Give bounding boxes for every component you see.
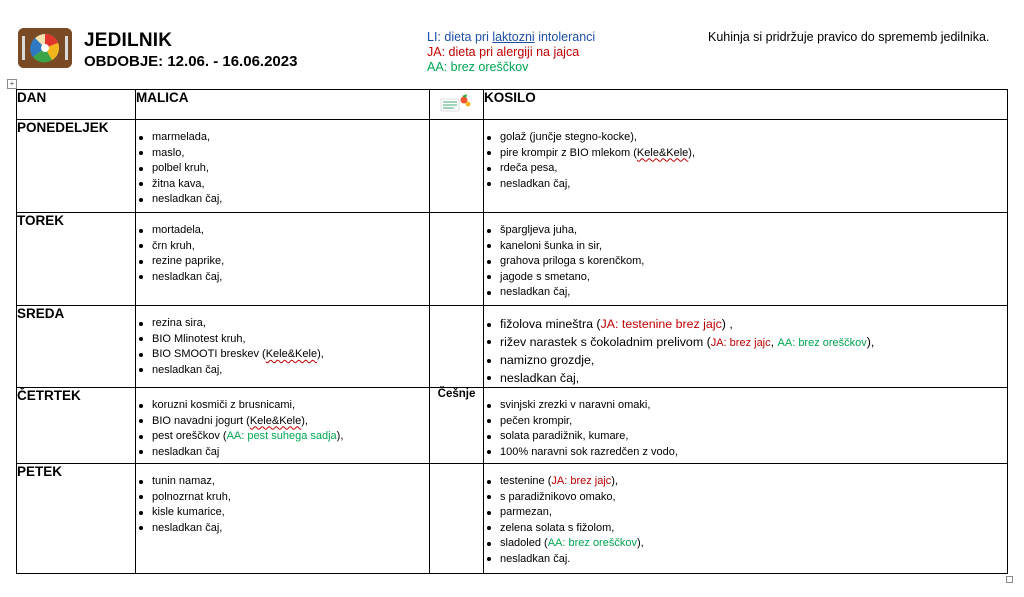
list-item: svinjski zrezki v naravni omaki, (484, 398, 1007, 414)
list-item: testenine (JA: brez jajc), (484, 474, 1007, 490)
fruit-scheme-logo-icon (440, 93, 472, 113)
fruit-monday (430, 120, 484, 213)
list-item: BIO SMOOTI breskev (Kele&Kele), (136, 347, 429, 363)
list-item: rižev narastek s čokoladnim prelivom (JA: brez jajc, AA: brez oreščkov), (484, 334, 1007, 353)
header-snack: MALICA (136, 90, 430, 120)
list-item: nesladkan čaj, (136, 192, 429, 208)
list-item: jagode s smetano, (484, 270, 1007, 286)
list-item: sladoled (AA: brez oreščkov), (484, 536, 1007, 552)
lunch-tuesday (484, 213, 1008, 306)
table-row (17, 306, 1008, 388)
list-item: grahova priloga s korenčkom, (484, 254, 1007, 270)
legend-aa: AA: brez oreščkov (427, 60, 529, 74)
weekly-menu-table (16, 89, 1008, 574)
list-item: namizno grozdje, (484, 352, 1007, 370)
list-item: maslo, (136, 146, 429, 162)
list-item: golaž (junčje stegno-kocke), (484, 130, 1007, 146)
school-meal-logo (18, 28, 72, 68)
list-item: nesladkan čaj, (136, 521, 429, 537)
document-header (0, 0, 1024, 88)
header-lunch: KOSILO (484, 90, 1008, 120)
list-item: nesladkan čaj, (484, 370, 1007, 388)
day-friday: PETEK (17, 464, 136, 574)
list-item: nesladkan čaj, (136, 270, 429, 286)
table-move-handle-icon[interactable]: + (7, 79, 17, 89)
snack-thursday (136, 388, 430, 464)
day-tuesday: TOREK (17, 213, 136, 306)
snack-friday (136, 464, 430, 574)
day-thursday: ČETRTEK (17, 388, 136, 464)
list-item: rdeča pesa, (484, 161, 1007, 177)
table-resize-handle-icon[interactable] (1006, 576, 1013, 583)
lunch-friday (484, 464, 1008, 574)
list-item: rezina sira, (136, 316, 429, 332)
list-item: nesladkan čaj, (484, 285, 1007, 301)
list-item: nesladkan čaj, (136, 363, 429, 379)
list-item: 100% naravni sok razredčen z vodo, (484, 445, 1007, 461)
list-item: mortadela, (136, 223, 429, 239)
list-item: pest oreščkov (AA: pest suhega sadja), (136, 429, 429, 445)
snack-wednesday (136, 306, 430, 388)
lunch-wednesday (484, 306, 1008, 388)
table-row (17, 213, 1008, 306)
list-item: nesladkan čaj (136, 445, 429, 461)
day-wednesday: SREDA (17, 306, 136, 388)
list-item: polbel kruh, (136, 161, 429, 177)
list-item: pečen krompir, (484, 414, 1007, 430)
snack-tuesday (136, 213, 430, 306)
list-item: kaneloni šunka in sir, (484, 239, 1007, 255)
legend-ja: JA: dieta pri alergiji na jajca (427, 45, 580, 59)
diet-legend (427, 30, 595, 75)
page-title: JEDILNIK (84, 30, 173, 51)
list-item: pire krompir z BIO mlekom (Kele&Kele), (484, 146, 1007, 162)
list-item: parmezan, (484, 505, 1007, 521)
fruit-friday (430, 464, 484, 574)
list-item: tunin namaz, (136, 474, 429, 490)
list-item: črn kruh, (136, 239, 429, 255)
header-day: DAN (17, 90, 136, 120)
list-item: polnozrnat kruh, (136, 490, 429, 506)
kitchen-notice: Kuhinja si pridržuje pravico do sprememb jedilnika. (708, 30, 990, 44)
list-item: nesladkan čaj. (484, 552, 1007, 568)
list-item: BIO navadni jogurt (Kele&Kele), (136, 414, 429, 430)
legend-li: LI: dieta pri laktozni intoleranci (427, 30, 596, 44)
menu-period: OBDOBJE: 12.06. - 16.06.2023 (84, 53, 298, 70)
list-item: marmelada, (136, 130, 429, 146)
list-item: rezine paprike, (136, 254, 429, 270)
lunch-monday (484, 120, 1008, 213)
table-header-row (17, 90, 1008, 120)
fruit-wednesday (430, 306, 484, 388)
table-row (17, 388, 1008, 464)
list-item: nesladkan čaj, (484, 177, 1007, 193)
list-item: zelena solata s fižolom, (484, 521, 1007, 537)
list-item: fižolova mineštra (JA: testenine brez jajc) , (484, 316, 1007, 334)
table-row (17, 464, 1008, 574)
list-item: koruzni kosmiči z brusnicami, (136, 398, 429, 414)
table-row (17, 120, 1008, 213)
snack-monday (136, 120, 430, 213)
list-item: žitna kava, (136, 177, 429, 193)
fruit-tuesday (430, 213, 484, 306)
header-fruit-scheme (430, 90, 484, 120)
fruit-thursday: Češnje (430, 388, 484, 464)
list-item: s paradižnikovo omako, (484, 490, 1007, 506)
list-item: šparglјeva juha, (484, 223, 1007, 239)
day-monday: PONEDELJEK (17, 120, 136, 213)
list-item: solata paradižnik, kumare, (484, 429, 1007, 445)
lunch-thursday (484, 388, 1008, 464)
list-item: BIO Mlinotest kruh, (136, 332, 429, 348)
list-item: kisle kumarice, (136, 505, 429, 521)
